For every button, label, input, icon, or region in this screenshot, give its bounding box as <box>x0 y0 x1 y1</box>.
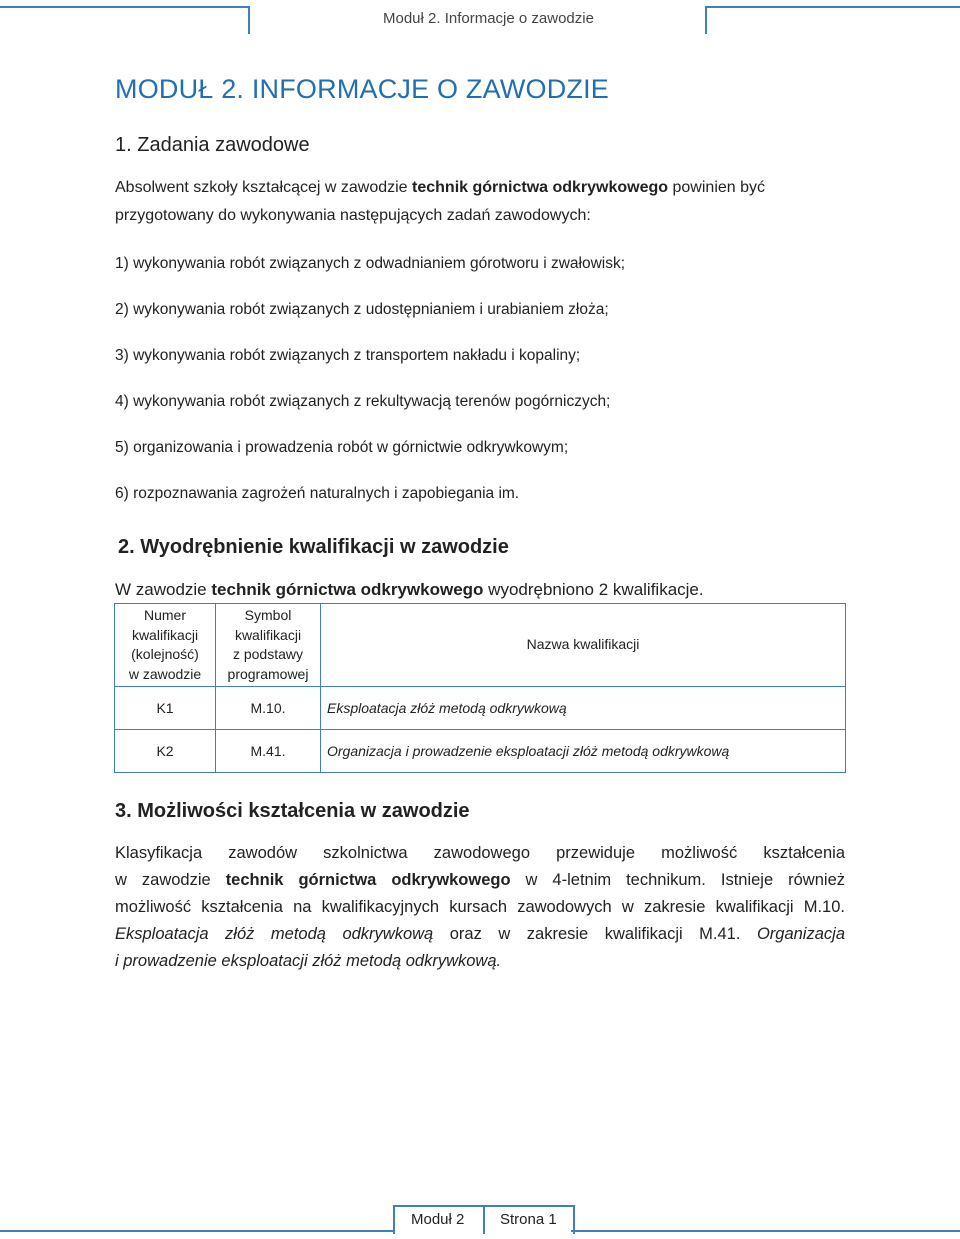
section-heading-qualifications: 2. Wyodrębnienie kwalifikacji w zawodzie <box>118 536 509 558</box>
header-rule-tick <box>248 6 250 34</box>
section3-paragraph <box>115 840 845 975</box>
task-item: 4) wykonywania robót związanych z rekultywacją terenów pogórniczych; <box>115 393 611 410</box>
footer-module: Moduł 2 <box>411 1211 465 1228</box>
qualification-name: Organizacja i prowadzenie eksploatacji złóż metodą odkrywkową <box>321 730 846 773</box>
table-row <box>115 687 846 730</box>
header-rule-right <box>705 6 960 8</box>
paragraph-line <box>115 921 845 948</box>
header-qualification-name: Nazwa kwalifikacji <box>321 604 846 687</box>
task-item: 2) wykonywania robót związanych z udostępnianiem i urabianiem złoża; <box>115 301 609 318</box>
task-item: 3) wykonywania robót związanych z transportem nakładu i kopaliny; <box>115 347 581 364</box>
profession-name: technik górnictwa odkrywkowego <box>225 871 511 889</box>
footer-page-number: Strona 1 <box>500 1211 557 1228</box>
text-run: w 4-letnim technikum. Istnieje również <box>510 871 845 889</box>
task-item: 5) organizowania i prowadzenia robót w górnictwie odkrywkowym; <box>115 439 569 456</box>
header-line: kwalifikacji <box>131 626 199 643</box>
qualification-number: K1 <box>115 687 216 730</box>
page-title: MODUŁ 2. INFORMACJE O ZAWODZIE <box>115 74 610 104</box>
qualification-name: Eksploatacja złóż metodą odkrywkową <box>321 687 846 730</box>
header-rule-tick <box>705 6 707 34</box>
text-run: w zawodzie <box>115 871 226 889</box>
text-run: oraz w zakresie kwalifikacji M.41. <box>433 925 757 943</box>
profession-name: technik górnictwa odkrywkowego <box>211 580 484 599</box>
intro-text: W zawodzie <box>115 580 212 599</box>
intro-text: wyodrębniono 2 kwalifikacje. <box>483 580 704 599</box>
table-row <box>115 730 846 773</box>
header-line: programowej <box>227 665 309 682</box>
paragraph-line: możliwość kształcenia na kwalifikacyjnych kursach zawodowych w zakresie kwalifikacji M.10. <box>115 898 845 916</box>
table-header-row <box>115 604 846 687</box>
header-line: kwalifikacji <box>234 626 302 643</box>
qualification-symbol: M.10. <box>216 687 321 730</box>
paragraph-line: Klasyfikacja zawodów szkolnictwa zawodowego przewiduje możliwość kształcenia <box>115 844 845 862</box>
intro-text: Absolwent szkoły kształcącej w zawodzie <box>115 179 413 196</box>
section2-intro <box>115 576 704 604</box>
task-item: 6) rozpoznawania zagrożeń naturalnych i zapobiegania im. <box>115 485 520 502</box>
header-line: Numer <box>143 607 186 623</box>
running-header: Moduł 2. Informacje o zawodzie <box>383 10 594 27</box>
footer-rule-left <box>0 1230 393 1232</box>
section-heading-tasks: 1. Zadania zawodowe <box>115 134 310 156</box>
qualifications-table <box>114 603 846 773</box>
section-heading-education: 3. Możliwości kształcenia w zawodzie <box>115 800 470 822</box>
header-line: w zawodzie <box>128 665 202 682</box>
qualification-symbol: M.41. <box>216 730 321 773</box>
paragraph-line <box>115 867 845 894</box>
header-qualification-symbol <box>216 604 321 687</box>
header-line: Symbol <box>244 607 292 623</box>
task-item: 1) wykonywania robót związanych z odwadnianiem górotworu i zwałowisk; <box>115 255 626 272</box>
qualification-number: K2 <box>115 730 216 773</box>
header-rule-left <box>0 6 250 8</box>
qualification-title: Organizacja <box>756 925 845 943</box>
footer-rule-right <box>571 1230 960 1232</box>
section1-intro <box>115 174 855 230</box>
qualification-title: Eksploatacja złóż metodą odkrywkową <box>115 925 434 943</box>
paragraph-line <box>115 948 845 975</box>
header-line: (kolejność) <box>131 646 199 662</box>
header-qualification-number <box>115 604 216 687</box>
header-line: z podstawy <box>232 646 304 662</box>
intro-text: powinien być przygotowany do wykonywania następujących zadań zawodowych: <box>115 179 766 224</box>
qualification-title: i prowadzenie eksploatacji złóż metodą odkrywkową. <box>115 952 502 970</box>
profession-name: technik górnictwa odkrywkowego <box>412 179 669 196</box>
